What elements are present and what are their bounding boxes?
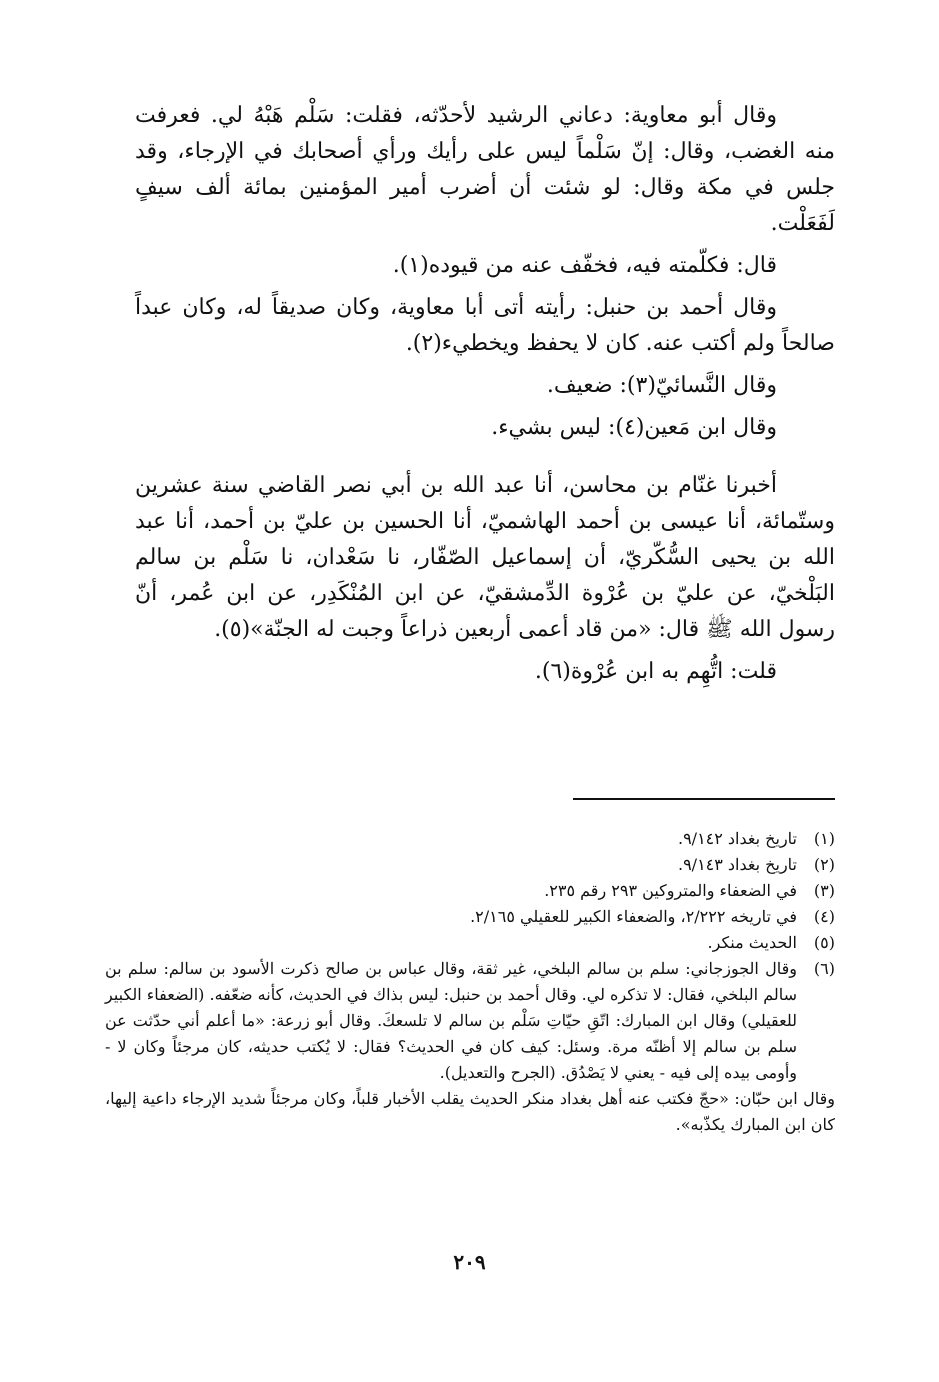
footnote-item: [105, 904, 835, 930]
paragraph-qultu: قلت: اتُّهِم به ابن عُرْوة(٦).: [534, 659, 777, 684]
footnote-item: [105, 852, 835, 878]
footnote-item: [105, 930, 835, 956]
footnote-continuation: وقال ابن حبّان: «حجّ فكتب عنه أهل بغداد منكر الحديث يقلب الأخبار قلباً، وكان مرجئاً شديد الإرجاء داعية إليها، كان ابن المبارك يكذّبه».: [105, 1089, 835, 1134]
footnote-item: [105, 956, 835, 1086]
paragraph-qala-fakallamtuhu: قال: فكلّمته فيه، فخفّف عنه من قيوده(١).: [392, 253, 777, 278]
footnote-text: تاريخ بغداد ٩/١٤٢.: [677, 829, 797, 848]
footnote-number: (٢): [813, 855, 835, 874]
footnote-text: الحديث منكر.: [707, 933, 797, 952]
footnote-text: تاريخ بغداد ٩/١٤٣.: [677, 855, 797, 874]
paragraph-nasai: وقال النَّسائيّ(٣): ضعيف.: [546, 373, 777, 398]
footnote-item: [105, 878, 835, 904]
footnote-text: في تاريخه ٢/٢٢٢، والضعفاء الكبير للعقيلي ٢/١٦٥.: [470, 907, 797, 926]
paragraph-isnad-hadith: أخبرنا غنّام بن محاسن، أنا عبد الله بن أبي نصر القاضي سنة عشرين وستّمائة، أنا عيسى بن أحمد الهاشميّ، أنا الحسين بن عليّ بن أحمد، أنا عبد الله بن يحيى السُّكّريّ، أن إسماعيل الصّفّار، نا سَعْدان، نا سَلْم بن سالم البَلْخيّ، عن عليّ بن عُرْوة الدِّمشقيّ، عن ابن المُنْكَدِر، عن ابن عُمر، أنّ رسول الله ﷺ قال: «من قاد أعمى أربعين ذراعاً وجبت له الجنّة»(٥).: [135, 473, 835, 642]
footnote-item: [105, 826, 835, 852]
footnote-text: وقال الجوزجاني: سلم بن سالم البلخي، غير ثقة، وقال عباس بن صالح ذكرت الأسود بن سالم: سلم بن سالم البلخي، فقال: لا تذكره لي. وقال أحمد بن حنبل: ليس بذاك في الحديث، كأنه ضعّفه. (الضعفاء الكبير للعقيلي) وقال ابن المبارك: اتّقِ حيّاتِ سَلْم بن سالم لا تلسعكَ. وقال أبو زرعة: «ما أعلم أني حدّثت عن سلم بن سالم إلا أظنّه مرة. وسئل: كيف كان في الحديث؟ فقال: لا يُكتب حديثه، كان مرجئاً وكان لا - وأومى بيده إلى فيه - يعني لا يَصْدُق. (الجرح والتعديل).: [105, 959, 797, 1082]
footnote-text: في الضعفاء والمتروكين ٢٩٣ رقم ٢٣٥.: [544, 881, 797, 900]
footnote-number: (٣): [813, 881, 835, 900]
paragraph-abu-muawiya: وقال أبو معاوية: دعاني الرشيد لأحدّثه، فقلت: سَلْم هَبْهُ لي. فعرفت منه الغضب، وقال: إنّ سَلْماً ليس على رأيك ورأي أصحابك في الإرجاء، وقد جلس في مكة وقال: لو شئت أن أضرب أمير المؤمنين بمائة ألف سيفٍ لَفَعَلْت.: [135, 103, 835, 236]
footnote-number: (٤): [813, 907, 835, 926]
footnote-number: (١): [813, 829, 835, 848]
page-number: ٢٠٩: [453, 1250, 486, 1274]
footnote-number: (٦): [813, 959, 835, 978]
main-text-body: [135, 98, 835, 690]
footnotes-section: [105, 826, 835, 1138]
footnote-divider: [573, 798, 835, 800]
paragraph-ibn-main: وقال ابن مَعين(٤): ليس بشيء.: [491, 415, 777, 440]
footnote-number: (٥): [813, 933, 835, 952]
paragraph-ahmad-ibn-hanbal: وقال أحمد بن حنبل: رأيته أتى أبا معاوية، وكان صديقاً له، وكان عبداً صالحاً ولم أكتب عنه. كان لا يحفظ ويخطيء(٢).: [135, 295, 835, 356]
